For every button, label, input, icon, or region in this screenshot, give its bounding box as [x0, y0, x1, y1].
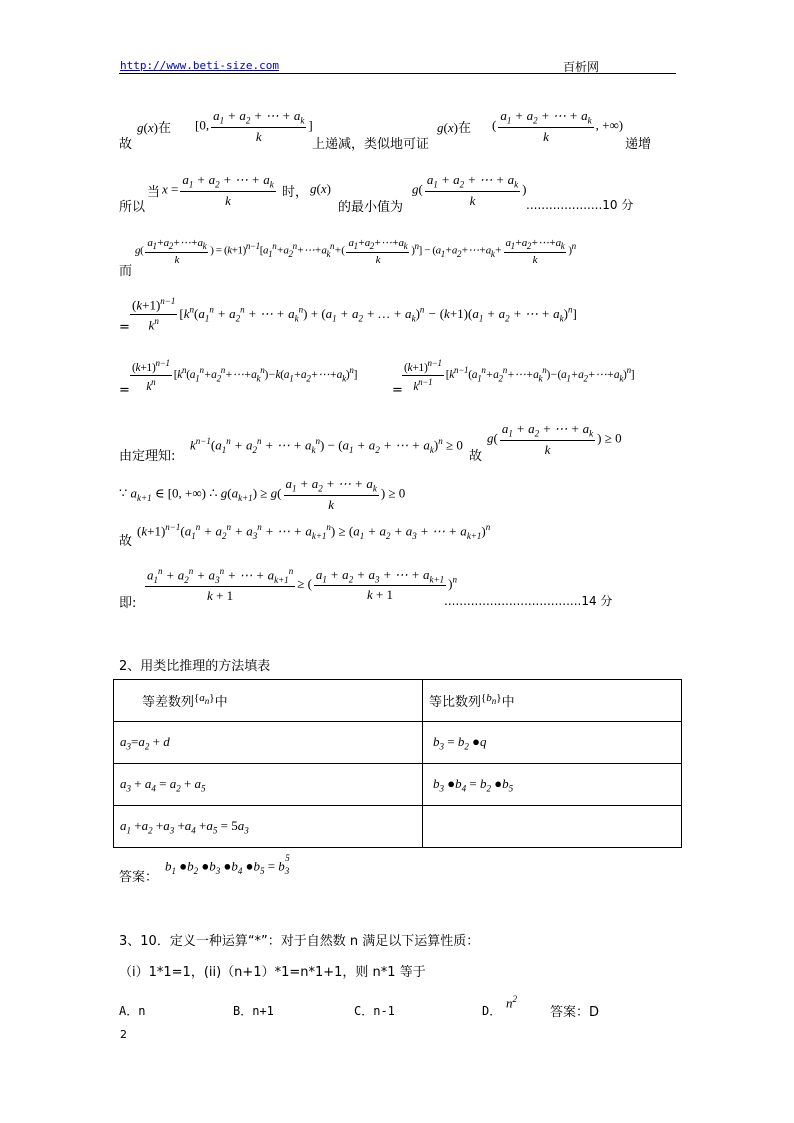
head-left-label: 等差数列: [142, 695, 195, 710]
table-header-geometric: [423, 680, 682, 722]
header-rule: [119, 73, 676, 74]
math-gx-2: g(x)在: [437, 120, 471, 136]
score-10: ....................10 分: [526, 198, 634, 212]
header-site-name: 百析网: [563, 60, 600, 74]
option-d: D．: [482, 1004, 502, 1018]
math-g-nonneg: g( $\frac{a_1 + a_2 + \cdots + a_k}{k}$ ) ≥ 0: [487, 421, 622, 457]
math-bn: {bn}: [481, 691, 502, 706]
cell-a3: $a_3=a_2 + d$: [114, 722, 423, 764]
cell-b3: $b_3 = b_2$ ●q: [423, 722, 682, 764]
table-row: [114, 680, 682, 722]
table-row: [114, 806, 682, 848]
q3-line-2: （i）1*1=1，(ii)（n+1）*1=n*1+1，则 n*1 等于: [119, 965, 426, 980]
math-gx-1: g(x)在: [137, 120, 171, 136]
option-a: A．n: [119, 1004, 146, 1018]
cell-a3a4: $a_3 + a_4 = a_2 + a_5$: [114, 764, 423, 806]
q2-answer-label: 答案：: [119, 870, 159, 885]
text-eq-2: =: [119, 383, 130, 398]
text-er: 而: [119, 264, 133, 279]
math-q2-answer: $b_1$ $●b_2$ $●b_3$ $●b_4$ $●b_5 = b_3^5$: [165, 853, 290, 876]
text-shi: 时，: [282, 185, 309, 200]
q3-line-1: 3、10．定义一种运算“*”：对于自然数 n 满足以下运算性质：: [119, 934, 480, 949]
math-step-1: $\frac{(k+1)^{n-1}}{k^n}$ [$k^n(a_1^n + a_2^n$ + ⋯ + $a_k^n) + (a_1 + a_2$ + … + $a_k)^n - (k+1)(a_1 + a_2$ + ⋯ + $a_k)^n$]: [132, 296, 577, 333]
text-suoyi: 所以: [119, 200, 146, 215]
math-gx-3: g(x): [310, 181, 331, 196]
table-row: [114, 764, 682, 806]
table-row: [114, 722, 682, 764]
option-b: B．n+1: [233, 1004, 274, 1018]
math-step-3: $\frac{(k+1)^{n-1}}{k^{n-1}}$ $[k^{n-1}(a_1^n+a_2^n+\cdots+a_k^n)-(a_1+a_2+\cdots+a_k)^n]$: [404, 358, 635, 393]
math-theorem: $k^{n-1}(a_1^n + a_2^n$ + ⋯ + $a_k^n) - (a_1 + a_2$ + ⋯ + $a_k)^n \ge 0$: [190, 436, 463, 455]
cell-empty: [423, 806, 682, 848]
text-eq-1: =: [119, 320, 130, 335]
text-dang: 当: [147, 185, 161, 200]
math-x-eq: x = $\frac{a_1 + a_2 + \cdots + a_k}{k}$: [162, 172, 274, 208]
head-right-zhong: 中: [501, 695, 515, 710]
cell-b3b4: $b_3$ $●b_4 = b_2$ $●b_5$: [423, 764, 682, 806]
math-interval-2: ( $\frac{a_1 + a_2 + \cdots + a_k}{k}$ , +∞): [492, 108, 624, 144]
text-zai-1: 在: [157, 121, 171, 136]
text-ji: 即:: [119, 596, 137, 611]
page-number: 2: [120, 1028, 127, 1041]
q3-answer: 答案：D: [550, 1005, 600, 1020]
math-because: ∵ $a_{k+1}$ ∈ [0, +∞) ∴ $g(a_{k+1}) \ge g$( $\frac{a_1 + a_2 + \cdots + a_k}{k}$ ) ≥ 0: [119, 476, 406, 512]
q2-title: 2、用类比推理的方法填表: [119, 659, 271, 674]
text-zai-2: 在: [457, 121, 471, 136]
math-g-min: g( $\frac{a_1 + a_2 + \cdots + a_k}{k}$ ): [412, 172, 527, 208]
analogy-table: [113, 679, 682, 848]
header-url-link[interactable]: http://www.beti-size.com: [120, 59, 279, 72]
head-right-label: 等比数列: [429, 695, 482, 710]
text-eq-3: =: [392, 383, 403, 398]
head-left-zhong: 中: [214, 695, 228, 710]
math-step-2: $\frac{(k+1)^{n-1}}{k^n}$ $[k^n(a_1^n+a_2^n+\cdots+a_k^n)-k(a_1+a_2+\cdots+a_k)^n]$: [132, 358, 358, 393]
cell-asum: $a_1 +a_2 +a_3 +a_4 +a_5 = 5a_3$: [114, 806, 423, 848]
score-14: ....................................14 分: [444, 594, 613, 608]
math-result-2: $\frac{a_1^n + a_2^n + a_3^n + \cdots + a_{k+1}^n}{k + 1}$ ≥ ( $\frac{a_1 + a_2 + a_3 + \cdots + a_{k+1}}{k + 1}$ )$^n$: [147, 566, 457, 603]
text-gu-3: 故: [119, 534, 133, 549]
math-n-squared: $n^2$: [506, 994, 517, 1011]
text-min-value: 的最小值为: [338, 200, 404, 215]
text-increasing: 递增: [625, 137, 652, 152]
math-result-1: $(k+1)^{n-1}(a_1^n + a_2^n + a_3^n$ + ⋯ + $a_{k+1}^n) \ge (a_1 + a_2 + a_3$ + ⋯ + $a_{k+1})^n$: [137, 522, 491, 541]
math-interval-1: [0, $\frac{a_1 + a_2 + \cdots + a_k}{k}$ ]: [195, 108, 313, 144]
math-an: {an}: [194, 691, 215, 706]
text-theorem: 由定理知:: [119, 449, 176, 464]
option-c: C．n-1: [354, 1004, 395, 1018]
text-gu-2: 故: [469, 449, 483, 464]
math-expansion: g( $\frac{a_1+a_2+\cdots+a_k}{k}$ ) = $(k+1)^{n-1}[a_1^n+a_2^n+\cdots+a_k^n+$( $\frac{a_1+a_2+\cdots+a_k}{k}$ )$^n] - (a_1+a_2+\cdots+a_k+$ $\frac{a_1+a_2+\cdots+a_k}{k}$ )$^n$: [135, 237, 576, 267]
text-gu: 故: [119, 137, 133, 152]
table-header-arithmetic: [114, 680, 423, 722]
text-decreasing: 上递减，类似地可证: [312, 137, 430, 152]
